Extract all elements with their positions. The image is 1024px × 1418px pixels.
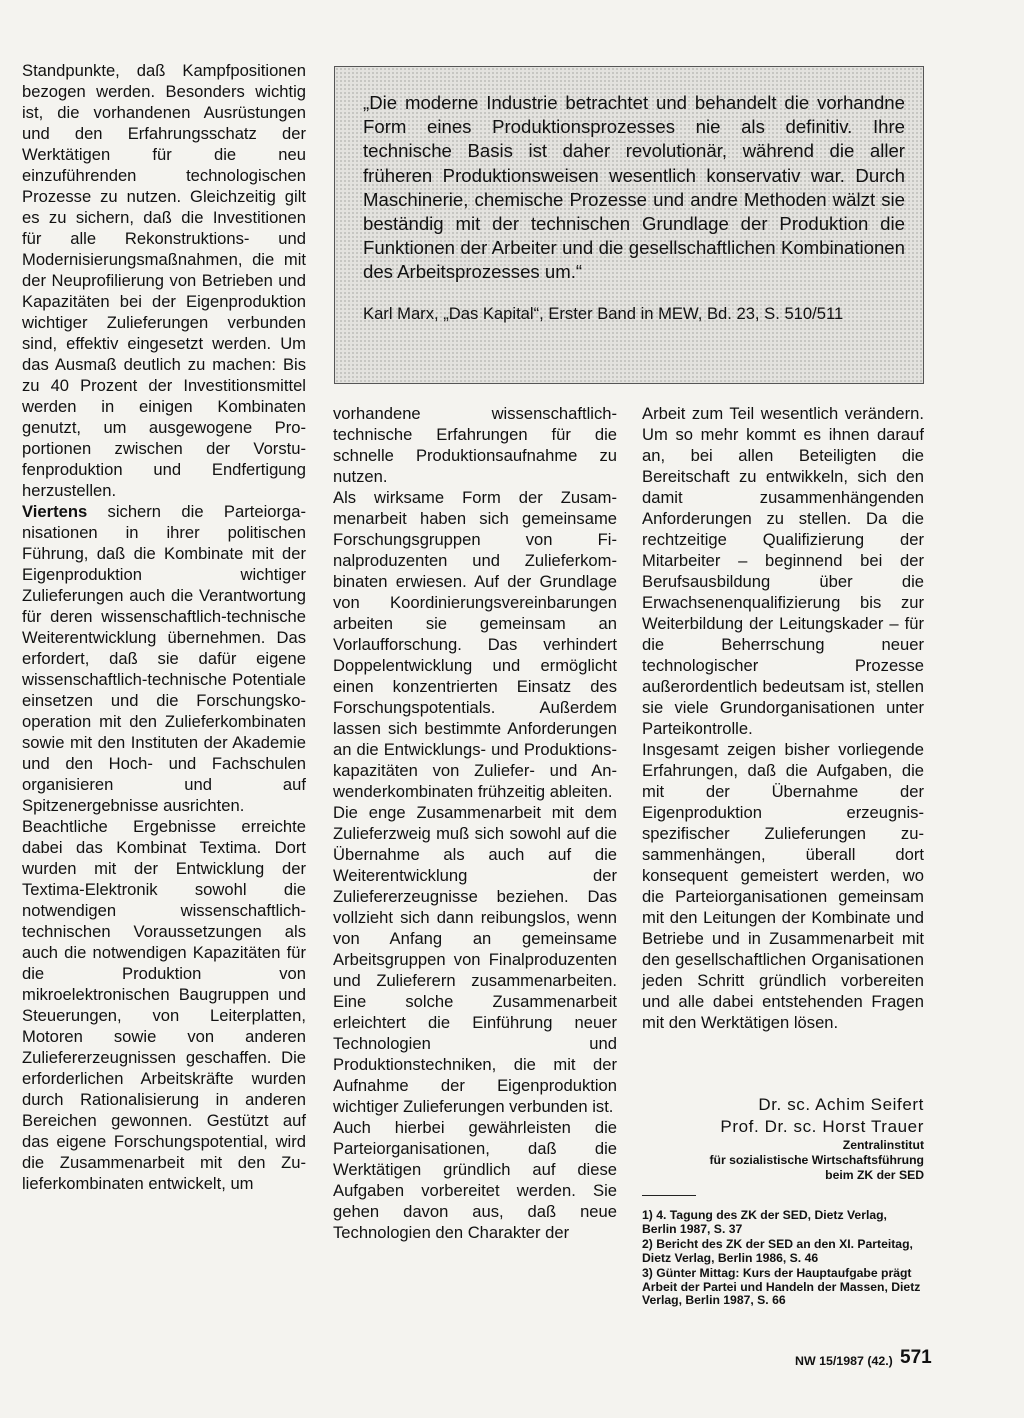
paragraph-lead: Viertens	[22, 502, 88, 521]
author-block	[642, 1094, 924, 1183]
paragraph-body: sichern die Parteiorganisationen in ihrer politischen Führung, daß die Kombinate mit der Eigenproduktion wichtiger Zulieferungen auch die Verantwortung für deren wissenschaftlich-technische Weiterentwicklung übernehmen. Das erfordert, daß sie dafür eigene wissenschaftlich-technische Potentiale einsetzen und die Forschungskooperation mit den Zulieferkombinaten sowie mit den Instituten der Akademie und den Hoch- und Fachschulen organisieren und auf Spitzenergebnisse ausrichten.	[22, 502, 306, 815]
paragraph: Auch hierbei gewährleisten die Parteiorganisationen, daß die Werktätigen gründlich auf diese Aufgaben vorbereitet werden. Sie gehen davon aus, daß neue Technologien den Charakter der	[333, 1118, 617, 1242]
paragraph: Die enge Zusammenarbeit mit dem Zulieferzweig muß sich sowohl auf die Übernahme als auch auf die Weiterentwicklung der Zuliefererzeugnisse beziehen. Das vollzieht sich dann reibungslos, wenn von Anfang an gemeinsame Arbeitsgruppen von Finalproduzenten und Zulieferern zusammenarbeiten. Eine solche Zusammenarbeit erleichtert die Einführung neuer Technologien und Produktionstechniken, die mit der Aufnahme der Eigenproduktion wichtiger Zulieferungen verbunden ist.	[333, 803, 617, 1116]
quote-box	[334, 66, 924, 384]
paragraph: vorhandene wissenschaftlich-technische Erfahrungen für die schnelle Produktionsaufnahme zu nutzen.	[333, 404, 617, 486]
author-institute: für sozialistische Wirtschaftsführung	[709, 1153, 924, 1167]
author-name: Prof. Dr. sc. Horst Trauer	[720, 1117, 924, 1136]
footnote: 1) 4. Tagung des ZK der SED, Dietz Verlag, Berlin 1987, S. 37	[642, 1208, 887, 1236]
paragraph	[22, 501, 306, 816]
paragraph: Als wirksame Form der Zusammenarbeit haben sich gemeinsame Forschungsgruppen von Finalproduzenten und Zulieferkombinaten erwiesen. Auf der Grundlage von Koordinierungsvereinbarungen arbeiten sie gemeinsam an Vorlaufforschung. Das verhindert Doppelentwicklung und ermöglicht einen konzentrierten Einsatz des Forschungspotentials. Außerdem lassen sich bestimmte Anforderungen an die Entwicklungs- und Produktionskapazitäten von Zuliefer- und Anwenderkombinaten frühzeitig ableiten.	[333, 488, 617, 801]
footnote-divider	[642, 1195, 696, 1196]
text-column-1	[22, 60, 306, 1194]
footnote: 2) Bericht des ZK der SED an den XI. Parteitag, Dietz Verlag, Berlin 1986, S. 46	[642, 1237, 913, 1265]
paragraph: Arbeit zum Teil wesentlich verändern. Um so mehr kommt es ihnen darauf an, bei allen Beteiligten die Bereitschaft zu entwikkeln, sich den damit zusammenhängenden Anforderungen zu stellen. Da die rechtzeitige Qualifizierung der Mitarbeiter – beginnend bei der Berufsausbildung über die Erwachsenenqualifizierung bis zur Weiterbildung der Leitungskader – für die Beherrschung neuer technologischer Prozesse außerordentlich bedeutsam ist, stellen sie viele Grundorganisationen unter Parteikontrolle.	[642, 404, 924, 738]
paragraph: Beachtliche Ergebnisse erreichte dabei das Kombinat Textima. Dort wurden mit der Entwicklung der Textima-Elektronik sowohl die notwendigen wissenschaftlich-technischen Voraussetzungen als auch die notwendigen Kapazitäten für die Produktion von mikroelektronischen Baugruppen und Steuerungen, von Leiterplatten, Motoren sowie von anderen Zuliefererzeugnissen geschaffen. Die erforderlichen Arbeitskräfte wurden durch Rationalisierung in anderen Bereichen gewonnen. Gestützt auf das eigene Forschungspotential, wird die Zusammenarbeit mit den Zulieferkombinaten entwickelt, um	[22, 817, 306, 1193]
page-number: 571	[900, 1347, 932, 1368]
author-name: Dr. sc. Achim Seifert	[758, 1095, 924, 1114]
author-institute: Zentralinstitut	[842, 1138, 924, 1152]
author-institute: beim ZK der SED	[825, 1168, 924, 1182]
quote-source: Karl Marx, „Das Kapital“, Erster Band in MEW, Bd. 23, S. 510/511	[363, 303, 844, 323]
footnotes	[642, 1195, 924, 1310]
issue-reference: NW 15/1987 (42.)	[795, 1354, 893, 1368]
paragraph: Insgesamt zeigen bisher vorliegende Erfahrungen, daß die Aufgaben, die mit der Übernahme der Eigenproduktion erzeugnisspezifischer Zulieferungen zusammenhängen, überall dort konsequent gemeistert werden, wo die Parteiorganisationen gemeinsam mit den Leitungen der Kombinate und Betriebe und in Zusammenarbeit mit den gesellschaftlichen Organisationen jeden Schritt gründlich vorbereiten und alle dabei entstehenden Fragen mit den Werktätigen lösen.	[642, 740, 924, 1032]
paragraph: Standpunkte, daß Kampfpositionen bezogen werden. Besonders wichtig ist, die vorhandenen Ausrüstungen und den Erfahrungsschatz der Werktätigen für die neu einzuführenden technologischen Prozesse zu nutzen. Gleichzeitig gilt es zu sichern, daß die Investitionen für alle Rekonstruktions- und Modernisierungsmaßnahmen, die mit der Neuprofilierung von Betrieben und Kapazitäten bei der Eigenproduktion wichtiger Zulieferungen verbunden sind, effektiv eingesetzt werden. Um das Ausmaß deutlich zu machen: Bis zu 40 Prozent der Investitionsmittel werden in einigen Kombinaten genutzt, um ausgewogene Proportionen zwischen der Vorstufenproduktion und Endfertigung herzustellen.	[22, 61, 306, 500]
quote-text: „Die moderne Industrie betrachtet und behandelt die vorhandne Form eines Produktionsprozesses nie als definitiv. Ihre technische Basis ist daher revolutionär, während die aller früheren Produktionsweisen wesentlich konservativ war. Durch Maschinerie, chemische Prozesse und andre Methoden wälzt sie beständig mit der technischen Grundlage der Produktion die Funktionen der Arbeiter und die gesellschaftlichen Kombinationen des Arbeitsprozesses um.“	[363, 92, 905, 283]
footnote: 3) Günter Mittag: Kurs der Hauptaufgabe prägt Arbeit der Partei und Handeln der Massen, Dietz Verlag, Berlin 1987, S. 66	[642, 1266, 921, 1307]
text-column-2	[333, 403, 617, 1243]
text-column-3	[642, 403, 924, 1033]
